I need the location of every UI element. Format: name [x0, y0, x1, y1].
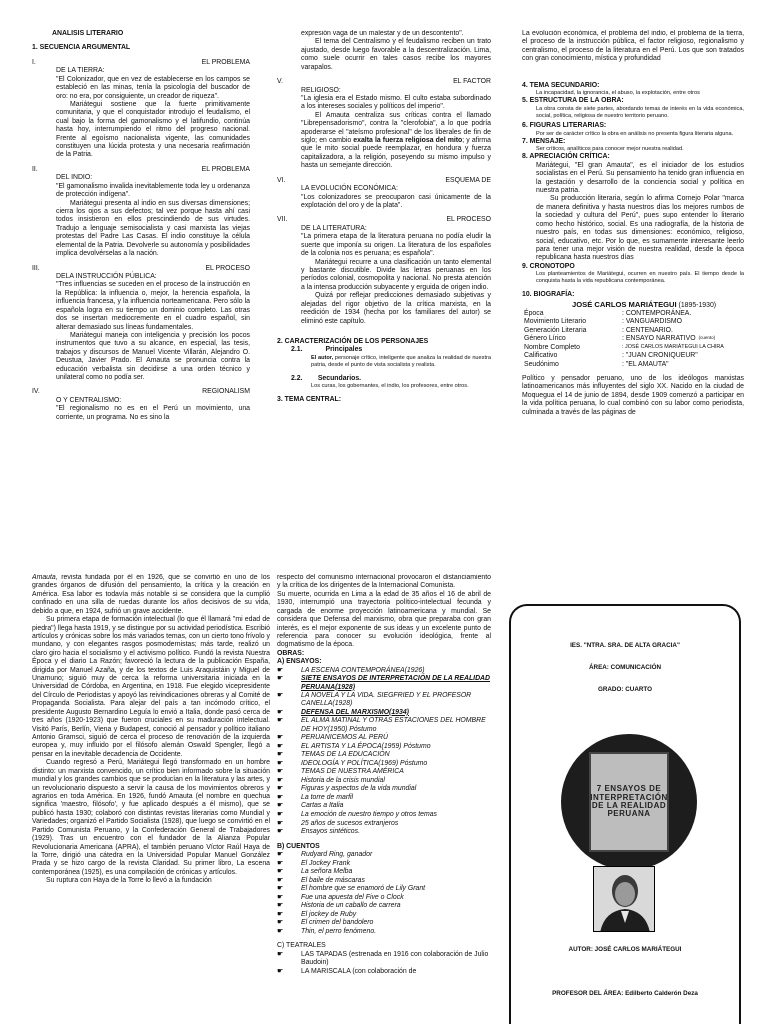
- list-item: [277, 692, 491, 709]
- list-item-text: Historia de la crisis mundial: [301, 776, 385, 784]
- ensayos-list: [277, 667, 491, 837]
- subsection-2-1: 2.1. Principales: [291, 346, 363, 354]
- tema-central-text: La evolución económica, el problema del indio, el problema de la tierra, el proceso de la instrucción pública, el factor religioso, regionalismo y centralismo, el proceso de la literatura en el Perú. Los que son tratados con gran conocimiento, mística y profundidad: [522, 30, 744, 63]
- item-i-quote: "El Colonizador, que en vez de establecerse en los campos se estableció en las minas, tenía la psicología del buscador de oro: no era, por consiguiente, un creador de riqueza".: [56, 75, 250, 100]
- list-item: [277, 785, 491, 794]
- pointing-hand-icon: ☛: [277, 776, 284, 784]
- pointing-hand-icon: ☛: [277, 768, 284, 776]
- list-item: [277, 667, 491, 676]
- section-heading-7: 7. MENSAJE:: [522, 137, 566, 145]
- bio-row: [524, 344, 744, 352]
- list-item: [277, 675, 491, 692]
- section-heading-4: 4. TEMA SECUNDARIO:: [522, 81, 600, 89]
- item-vii-quote: "La primera etapa de la literatura peruana no podía eludir la suerte que imponía su origen. La literatura de los españoles de la colonia nos es peruana; es española".: [301, 233, 491, 258]
- bio-row: [524, 327, 744, 335]
- pointing-hand-icon: ☛: [277, 885, 284, 893]
- bio-paragraph-2: Amauta, revista fundada por él en 1926, que se convirtió en uno de los grandes órganos de difusión del pensamiento, la crítica y la creación en América. Esa labor es todavía más notable si se considera que la cumplió confinado en una silla de ruedas durante los años decisivos de su vida, debido a que, en 1924, sufrió un grave accidente.: [32, 574, 270, 615]
- bio-paragraph-3: Su primera etapa de formación intelectual (lo que él llamará "mi edad de piedra") llega hasta 1919, y se distingue por su actividad periodística. Escribió artículos y crónicas sobre los más variados temas, con un cierto tono frívolo y mundano, y con elegantes rasgos posmodernistas; más tarde, realizó un claro giro hacia el socialismo y el activismo político. Fundó la revista Nuestra Época y el diario La Razón; favoreció la lectura de la publicación España, dirigida por Manuel Azaña, y de los textos de Luis Araquistáin y Miguel de Unamuno; siguió muy de cerca la reforma universitaria iniciada en la Universidad de Córdoba, en Argentina, en 1918. Fue elegido vicepresidente del Círculo de Periodistas y apoyó las reivindicaciones obreras y al Comité de Propaganda Socialista. Para alejar del país a tan incómodo crítico, el presidente Augusto Bernardino Leguía lo envió a Italia, donde pasó cerca de tres años (1920-1923) que fueron cruciales en su maduración intelectual. Visitó París, Berlín, Viena y Budapest, conoció al pensador y político italiano Antonio Gramsci, siguió de cerca el proceso de renovación de la izquierda europea y, muy influido por el filósofo alemán Oswald Spengler, llegó a pensar en la inevitable decadencia de Occidente.: [32, 616, 270, 758]
- pointing-hand-icon: ☛: [277, 734, 284, 742]
- item-iv-quote: "El regionalismo no es en el Perú un movimiento, una corriente, un programa. No es sino la: [56, 405, 250, 421]
- item-i-subheading: DE LA TIERRA:: [56, 67, 105, 75]
- pointing-hand-icon: ☛: [277, 919, 284, 927]
- list-item-text: TEMAS DE LA EDUCACIÓN: [301, 751, 390, 759]
- pointing-hand-icon: ☛: [277, 967, 284, 975]
- brochure-cover: [509, 604, 741, 1024]
- section-heading-1: 1. SECUENCIA ARGUMENTAL: [32, 44, 131, 52]
- section-4-text: La incapacidad, la ignorancia, el abuso, la explotación, entre otros: [536, 90, 700, 97]
- pointing-hand-icon: ☛: [277, 893, 284, 901]
- subsection-2-1-text: El autor, personaje crítico, inteligente que analiza la realidad de nuestra patria, desde el punto de vista socialista y realista.: [311, 354, 491, 368]
- section-heading-5: 5. ESTRUCTURA DE LA OBRA:: [522, 97, 624, 105]
- pointing-hand-icon: ☛: [277, 717, 284, 725]
- pointing-hand-icon: ☛: [277, 902, 284, 910]
- bio-key: Movimiento Literario: [524, 318, 587, 326]
- bio-key: Nombre Completo: [524, 343, 580, 351]
- pointing-hand-icon: ☛: [277, 708, 284, 716]
- bio-value: : ENSAYO NARRATIVO: [622, 335, 696, 343]
- item-iv-quote-continued: expresión vaga de un malestar y de un descontento".: [301, 30, 464, 37]
- pointing-hand-icon: ☛: [277, 950, 284, 958]
- grade-label: GRADO: CUARTO: [597, 686, 653, 693]
- pointing-hand-icon: ☛: [277, 876, 284, 884]
- bio-row: [524, 361, 744, 369]
- bio-paragraph: Político y pensador peruano, uno de los ideólogos marxistas latinoamericanos más influyentes del siglo XX. Nacido en la ciudad de Moquegua el 14 de junio de 1894, desde 1909 comenzó a participar en la vida política peruana, lo cual combinó con su labor como periodista, culminada a través de las páginas de: [522, 374, 744, 416]
- bio-key: Época: [524, 310, 544, 318]
- list-item-text: PERUANICEMOS AL PERÚ: [301, 734, 388, 742]
- item-iii-paragraph: Mariátegui maneja con inteligencia y precisión los pocos instrumentos que tuvo a su alcance, en especial, las tesis, trabajos y discursos de Manuel Vicente Villarán, Alejandro O. Deustua, Javier Prado. El Amauta se pronuncia contra la educación verbalista sin decidirse a una orden técnico y unilateral como no podía ser.: [56, 331, 250, 382]
- list-item-text: IDEOLOGÍA Y POLÍTICA(1969) Póstumo: [301, 759, 428, 767]
- item-v-paragraph: El Amauta centraliza sus críticas contra el llamado "Librepensadorismo", contra la "clerofobia", a lo que podría apoderarse el "ateísmo profesional" de los liberales de fin de siglo; en cambio exalta la fuerza religiosa del mito; y afirma que le mito social puede reemplazar, en hondura y fuerza capitalizadora, a la religión, poseyendo su mismo impulso y hasta un semejante dirección.: [301, 111, 491, 170]
- bio-value: : JOSÉ CARLOS MARIÁTEGUI LA CHIRA: [622, 343, 724, 350]
- pointing-hand-icon: ☛: [277, 828, 284, 836]
- list-item: [277, 928, 491, 937]
- author-portrait: [593, 866, 655, 932]
- list-item: [277, 777, 491, 786]
- school-name: IES. "NTRA. SRA. DE ALTA GRACIA": [570, 642, 680, 649]
- pointing-hand-icon: ☛: [277, 927, 284, 935]
- list-item-text: SIETE ENSAYOS DE INTERPRETACIÓN DE LA REALIDAD PERUANA(1928): [301, 675, 490, 691]
- pointing-hand-icon: ☛: [277, 811, 284, 819]
- item-ii-heading: II. EL PROBLEMA: [32, 165, 250, 173]
- item-vii-heading: VII. EL PROCESO: [277, 216, 491, 224]
- area-label: ÁREA: COMUNICACIÓN: [588, 664, 662, 671]
- item-v-subheading: RELIGIOSO:: [301, 86, 341, 94]
- section-7-text: Ser críticos, analíticos para conocer mejor nuestra realidad.: [536, 146, 684, 153]
- list-item: [277, 820, 491, 829]
- item-v-quote: "La iglesia era el Estado mismo. El culto estaba subordinado a los intereses sociales y políticos del imperio".: [301, 94, 491, 111]
- bio-name: JOSÉ CARLOS MARIÁTEGUI: [572, 299, 677, 309]
- pointing-hand-icon: ☛: [277, 793, 284, 801]
- column-1: [32, 30, 250, 540]
- list-item: [277, 751, 491, 760]
- list-item: [277, 894, 491, 903]
- item-vii-paragraph-1: Mariátegui recurre a una clasificación un tanto elemental y bastante discutible. Divide las letras peruanas en los períodos colonial, cosmopolita y nacional. No presta atención a la intensa producción subyacente y erguida de origen indio.: [301, 258, 491, 291]
- bio-value: : "JUAN CRONIQUEUR": [622, 352, 698, 360]
- item-iii-heading: III. EL PROCESO: [32, 264, 250, 272]
- bio-key: Seudónimo: [524, 360, 559, 368]
- subsection-2-2: 2.2. Secundarios.: [291, 374, 362, 382]
- section-5-text: La obra consta de siete partes, abordando temas de interés en la vida económica, social, política, religiosa de nuestro territorio peruano.: [536, 105, 744, 119]
- list-item-text: La señora Melba: [301, 868, 353, 876]
- list-item-text: Cartas a Italia: [301, 802, 344, 810]
- bio-paragraph-5: Su ruptura con Haya de la Torre lo llevó a la fundación: [46, 877, 212, 885]
- list-item-text: El Jockey Frank: [301, 859, 351, 867]
- pointing-hand-icon: ☛: [277, 868, 284, 876]
- pointing-hand-icon: ☛: [277, 785, 284, 793]
- bio-row: [524, 352, 744, 360]
- list-item: [277, 851, 491, 860]
- teacher-label: PROFESOR DEL ÁREA: Edilberto Calderón Deza: [552, 990, 698, 997]
- list-item: [277, 860, 491, 869]
- list-item: [277, 811, 491, 820]
- item-v-heading: V. EL FACTOR: [277, 78, 491, 86]
- author-label: AUTOR: JOSÉ CARLOS MARIÁTEGUI: [568, 946, 682, 953]
- pointing-hand-icon: ☛: [277, 751, 284, 759]
- list-item-text: LA MARISCALA (con colaboración de: [301, 967, 417, 975]
- item-vi-heading: VI. ESQUEMA DE: [277, 176, 491, 184]
- list-item: [277, 734, 491, 743]
- bio-paragraph-4: Cuando regresó a Perú, Mariátegui llegó transformado en un hombre distinto: un marxista convencido, un crítico bien informado sobre la situación mundial y los grandes cambios que se producían en la literatura y las artes, y un revolucionario dispuesto a servir la causa de los movimientos obreros y agrarios en toda América. En 1926, fundó Amauta (el nombre en quechua significa 'maestro, filósofo', y fue aplicado después a él mismo), que se publicó hasta 1930; colaboró con distintas revistas literarias como Mundial y Variedades; organizó el Partido Socialista (1928), que luego se convirtió en el Partido Comunista Peruano, y la Confederación General de Trabajadores (1929). Tras un encuentro con el fundador de la Alianza Popular Revolucionaria Americana (APRA), el también peruano Víctor Raúl Haya de la Torre, dirigió una cátedra en la Universidad Popular Manuel González Prada y se hizo cargo de la revista Claridad. Su primer libro, La escena contemporánea (1925), es una compilación de crónicas y artículos.: [32, 759, 270, 876]
- list-item-text: El hombre que se enamoró de Lily Grant: [301, 885, 426, 893]
- section-6-text: Por ser de carácter crítico la obra en análisis no presenta figura literaria alguna.: [536, 130, 734, 137]
- list-item: [277, 828, 491, 837]
- section-9-text: Los planteamientos de Mariátegui, ocurren en nuestro país. El tiempo desde la conquista hasta la vida republicana contemporánea.: [536, 271, 744, 285]
- list-item-text: EL ALMA MATINAL Y OTRAS ESTACIONES DEL HOMBRE DE HOY(1950) Póstumo: [301, 717, 486, 733]
- bio-key: Género Lírico: [524, 335, 566, 343]
- book-cover-image: [561, 734, 697, 870]
- list-item-text: Rudyard Ring, ganador: [301, 851, 373, 859]
- list-item-text: TEMAS DE NUESTRA AMÉRICA: [301, 768, 404, 776]
- bio-key: Calificativo: [524, 352, 558, 360]
- pointing-hand-icon: ☛: [277, 675, 284, 683]
- list-item-text: Thin, el perro fenómeno.: [301, 927, 377, 935]
- item-iii-quote: "Tres influencias se suceden en el proceso de la instrucción en la República: la influencia o, mejor, la herencia española, la influencia francesa, y la influencia norteamericana. Pero sólo la española logra en su tiempo un dominio completo. Las otras dos se insertan mediocremente en el cuadro español, sin alterar demasiado sus líneas fundamentales.: [56, 281, 250, 331]
- pointing-hand-icon: ☛: [277, 802, 284, 810]
- list-item-text: LA ESCENA CONTEMPORÁNEA(1926): [301, 666, 425, 674]
- list-item: [277, 794, 491, 803]
- book-title: 7 ENSAYOS DE INTERPRETACIÓN DE LA REALIDAD PERUANA: [590, 784, 668, 819]
- column-3: [522, 30, 744, 540]
- section-heading-3: 3. TEMA CENTRAL:: [277, 396, 342, 404]
- list-item: [277, 802, 491, 811]
- pointing-hand-icon: ☛: [277, 666, 284, 674]
- section-heading-8: 8. APRECIACIÓN CRÍTICA:: [522, 153, 610, 161]
- list-item: [277, 868, 491, 877]
- item-i-heading: I. EL PROBLEMA: [32, 58, 250, 66]
- bio-value: : CONTEMPORÁNEA.: [622, 310, 692, 318]
- list-item-text: Fue una apuesta del Five o Clock: [301, 893, 404, 901]
- book-title-block: [589, 752, 669, 852]
- teatrales-list: [277, 951, 491, 976]
- item-vi-subheading: LA EVOLUCIÓN ECONÓMICA:: [301, 185, 398, 193]
- item-v-emphasis: exalta la fuerza religiosa del mito: [353, 137, 463, 145]
- bio-note: (cuento): [698, 335, 716, 341]
- section-heading-2: 2. CARACTERIZACIÓN DE LOS PERSONAJES: [277, 337, 429, 345]
- item-iv-paragraph: El tema del Centralismo y el feudalismo reciben un trato ajustado, desde luego favorable a la descentralización. Lima, como suele ocurrir en tales casos recibe los mayores varapalos.: [301, 38, 491, 71]
- pointing-hand-icon: ☛: [277, 851, 284, 859]
- pointing-hand-icon: ☛: [277, 859, 284, 867]
- item-i-paragraph: Mariátegui sostiene que la fuerte primitivamente comunitaria, y que el conquistador introdujo el feudalismo, el cual bajo la forma del gamonalismo y el latifundio, continúa hasta hoy, interrumpiendo el ritmo del progreso nacional. Frente al egoísmo nacionalista vigente, las comunidades constituyen una lúcida protesta y una necesaria reafirmación de la Patria.: [56, 100, 250, 159]
- list-item-text: LA NOVELA Y LA VIDA. SIEGFRIED Y EL PROFESOR CANELLA(1928): [301, 692, 472, 708]
- list-item: [277, 911, 491, 920]
- list-item: [277, 717, 491, 734]
- pointing-hand-icon: ☛: [277, 692, 284, 700]
- cuentos-list: [277, 851, 491, 936]
- column-2: [277, 30, 491, 540]
- bio-row: [524, 335, 744, 343]
- pointing-hand-icon: ☛: [277, 910, 284, 918]
- item-ii-quote: "El gamonalismo invalida inevitablemente toda ley u ordenanza de protección indígena".: [56, 182, 250, 199]
- bio-row: [524, 318, 744, 326]
- bio-paragraph-7: Su muerte, ocurrida en Lima a la edad de 35 años el 16 de abril de 1930, interrumpió una trayectoria político-intelectual fecunda y cargada de enorme proyección latinoamericana y mundial. Se considera que Defensa del marxismo, obra que preparaba con gran interés, es el mejor exponente de sus ideas y un excelente punto de referencia para conocer su evolución ideológica, frente al dogmatismo de la época.: [277, 590, 491, 649]
- item-ii-paragraph: Mariátegui presenta al indio en sus diversas dimensiones; cierra los ojos a sus defectos; tal vez porque hasta ahí casi todos insistieron en ellos prescindiendo de sus virtudes. Tradujo a lenguaje semisocialista y casi marxista las viejas protestas del Padre Las Casas. El indio constituye la célula elemental de la Patria. Devolverle su autonomía y posibilidades implica devolvérselas a la nación.: [56, 199, 250, 258]
- list-item: [277, 768, 491, 777]
- pointing-hand-icon: ☛: [277, 742, 284, 750]
- item-ii-subheading: DEL INDIO:: [56, 174, 93, 182]
- list-item-text: El crimen del bandolero: [301, 919, 374, 927]
- item-iv-heading: IV. REGIONALISM: [32, 388, 250, 396]
- bio-name-line: JOSÉ CARLOS MARIÁTEGUI (1895-1930): [572, 299, 717, 309]
- section-8-paragraph-2: Su producción literaria, según lo afirma Cornejo Polar "marca de manera definitiva y hasta nuestros días los mejores rumbos de la sociedad y cultura del Perú", pues supo entender lo literario como hecho histórico, social. Es una radiografía, de la historia de nuestro país, en todas sus dimensiones: económico, religioso, social, educativo, etc. Por lo que, es sumamente interesante leerlo para tener una mejor visión de nuestra realidad, desde la época republicana hasta nuestros días: [536, 195, 744, 262]
- teatrales-heading: C) TEATRALES: [277, 942, 326, 950]
- section-heading-9: 9. CRONOTOPO: [522, 262, 575, 270]
- list-item-text: La torre de marfil: [301, 793, 354, 801]
- section-heading-6: 6. FIGURAS LITERARIAS:: [522, 122, 607, 130]
- bio-row: [524, 310, 744, 318]
- document-title: ANÁLISIS LITERARIO: [52, 30, 124, 37]
- list-item: [277, 919, 491, 928]
- list-item-text: EL ARTISTA Y LA ÉPOCA(1959) Póstumo: [301, 742, 431, 750]
- pointing-hand-icon: ☛: [277, 759, 284, 767]
- list-item: [277, 709, 491, 718]
- list-item-text: 25 años de sucesos extranjeros: [301, 819, 399, 827]
- list-item-text: Historia de un caballo de carrera: [301, 902, 401, 910]
- list-item-text: El baile de máscaras: [301, 876, 365, 884]
- list-item-text: LAS TAPADAS (estrenada en 1916 con colaboración de Julio Baudoin): [301, 950, 489, 967]
- bio-key: Generación Literaria: [524, 326, 587, 334]
- list-item-text: Ensayos sintéticos.: [301, 828, 360, 836]
- cuentos-heading: B) CUENTOS: [277, 842, 320, 850]
- list-item-text: DEFENSA DEL MARXISMO(1934): [301, 708, 409, 716]
- subsection-2-2-text: Los curas, los gobernantes, el indio, los profesores, entre otros.: [311, 383, 469, 390]
- pointing-hand-icon: ☛: [277, 819, 284, 827]
- item-vii-subheading: DE LA LITERATURA:: [301, 224, 367, 232]
- list-item-text: La emoción de nuestro tiempo y otros temas: [301, 811, 437, 819]
- bio-paragraph-6: respecto del comunismo internacional provocaron el distanciamiento y la crítica de los dirigentes de la Internacional Comunista.: [277, 574, 491, 590]
- ensayos-heading: A) ENSAYOS:: [277, 658, 322, 666]
- bio-value: : CENTENARIO.: [622, 326, 673, 334]
- section-heading-10: 10. BIOGRAFÍA:: [522, 291, 575, 299]
- obras-heading: OBRAS:: [277, 649, 305, 657]
- bio-table: [522, 310, 744, 369]
- list-item: [277, 877, 491, 886]
- item-iv-subheading: O Y CENTRALISMO:: [56, 396, 122, 404]
- item-vii-paragraph-2: Quizá por reflejar predicciones demasiado subjetivas y alejadas del rigor objetivo de la crítica marxista, en la reedición de 1934 (hecha por los familiares del autor) se eliminó este capítulo.: [301, 292, 491, 325]
- section-8-paragraph-1: Mariátegui, "El gran Amauta", es el iniciador de los estudios socialistas en el Perú. Su pensamiento ha tenido gran influencia en la gestación y desarrollo de la conciencia social y política en nuestra patria.: [536, 161, 744, 194]
- list-item: [277, 951, 491, 968]
- bio-value: : VANGUARDISMO: [622, 318, 682, 326]
- list-item-text: El jockey de Ruby: [301, 910, 357, 918]
- item-iii-subheading: DELA INSTRUCCIÓN PÚBLICA:: [56, 272, 157, 280]
- list-item: [277, 902, 491, 911]
- column-4: [32, 574, 270, 1024]
- column-5: [277, 574, 491, 1024]
- list-item-text: Figuras y aspectos de la vida mundial: [301, 785, 417, 793]
- list-item: [277, 885, 491, 894]
- bio-value: : "EL AMAUTA": [622, 360, 669, 368]
- list-item: [277, 968, 491, 977]
- item-vi-quote: "Los colonizadores se preocuparon casi únicamente de la explotación del oro y de la plata".: [301, 193, 491, 210]
